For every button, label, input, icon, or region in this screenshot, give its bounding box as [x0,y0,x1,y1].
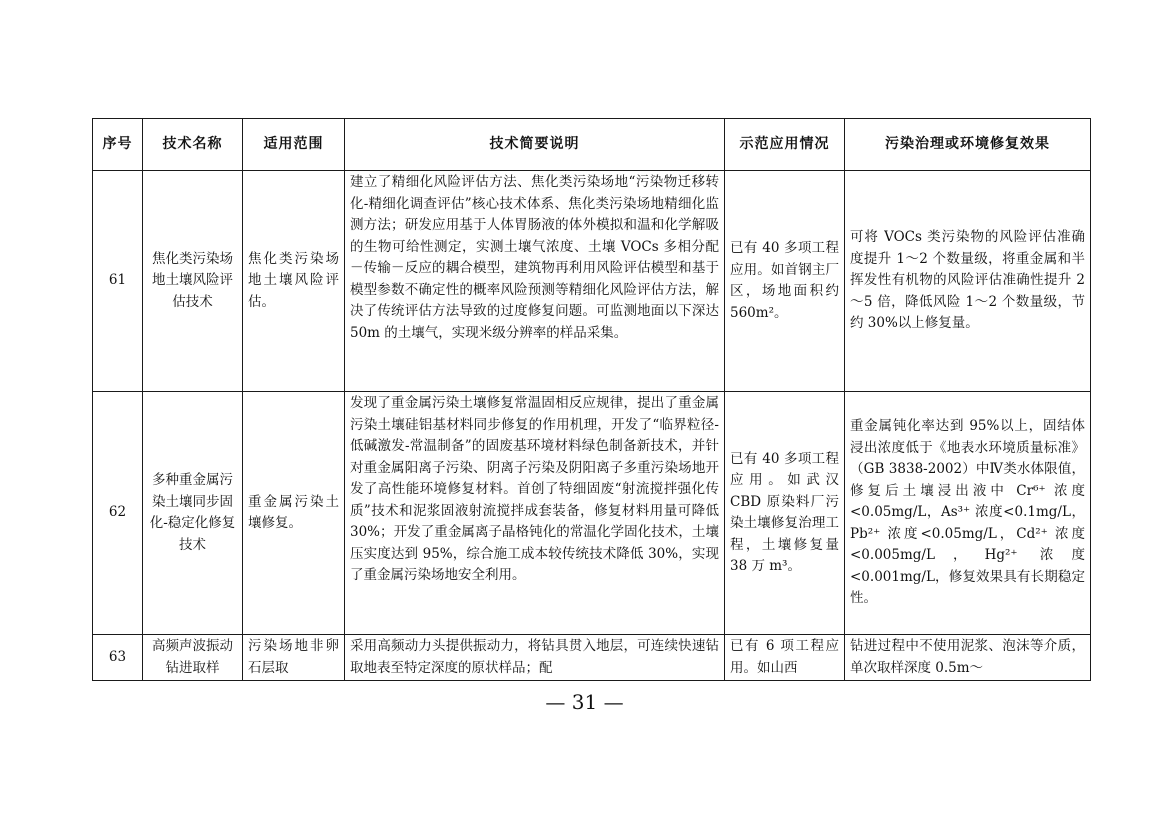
demonstration-application: 已有 6 项工程应用。如山西 [725,635,845,681]
application-scope: 焦化类污染场地土壤风险评估。 [243,171,345,392]
remediation-effect: 重金属钝化率达到 95%以上，固结体浸出浓度低于《地表水环境质量标准》（GB 3838-2002）中Ⅳ类水体限值，修复后土壤浸出液中 Cr⁶⁺ 浓度<0.05mg/L，As³⁺ 浓度<0.1mg/L，Pb²⁺ 浓度<0.05mg/L，Cd²⁺ 浓度<0.005mg/L，Hg²⁺ 浓度<0.001mg/L，修复效果具有长期稳定性。 [845,392,1091,635]
header-scope: 适用范围 [243,119,345,171]
header-name: 技术名称 [143,119,243,171]
page-number: — 31 — [545,690,624,714]
technology-description: 建立了精细化风险评估方法、焦化类污染场地“污染物迁移转化-精细化调查评估”核心技术体系、焦化类污染场地精细化监测方法；研发应用基于人体胃肠液的体外模拟和温和化学解吸的生物可给性测定，实测土壤气浓度、土壤 VOCs 多相分配－传输－反应的耦合模型，建筑物再利用风险评估模型和基于模型参数不确定性的概率风险预测等精细化风险评估方法，解决了传统评估方法导致的过度修复问题。可监测地面以下深达 50m 的土壤气，实现米级分辨率的样品采集。 [345,171,725,392]
technology-name: 多种重金属污染土壤同步固化-稳定化修复技术 [143,392,243,635]
header-demo: 示范应用情况 [725,119,845,171]
application-scope: 污染场地非卵石层取 [243,635,345,681]
header-num: 序号 [93,119,143,171]
technology-name: 焦化类污染场地土壤风险评估技术 [143,171,243,392]
demonstration-application: 已有 40 多项工程应用。如武汉 CBD 原染料厂污染土壤修复治理工程，土壤修复量 38 万 m³。 [725,392,845,635]
application-scope: 重金属污染土壤修复。 [243,392,345,635]
technology-name: 高频声波振动钻进取样 [143,635,243,681]
technology-table [92,118,1091,681]
row-number: 63 [93,635,143,681]
remediation-effect: 钻进过程中不使用泥浆、泡沫等介质，单次取样深度 0.5m～ [845,635,1091,681]
table-row [93,635,1091,681]
technology-description: 采用高频动力头提供振动力，将钻具贯入地层，可连续快速钻取地表至特定深度的原状样品；配 [345,635,725,681]
row-number: 61 [93,171,143,392]
header-effect: 污染治理或环境修复效果 [845,119,1091,171]
remediation-effect: 可将 VOCs 类污染物的风险评估准确度提升 1～2 个数量级，将重金属和半挥发性有机物的风险评估准确性提升 2～5 倍，降低风险 1～2 个数量级，节约 30%以上修复量。 [845,171,1091,392]
table-row [93,171,1091,392]
technology-description: 发现了重金属污染土壤修复常温固相反应规律，提出了重金属污染土壤硅铝基材料同步修复的作用机理，开发了“临界粒径-低碱激发-常温制备”的固废基环境材料绿色制备新技术，并针对重金属阳离子污染、阴离子污染及阴阳离子多重污染场地开发了高性能环境修复材料。首创了特细固废“射流搅拌强化传质”技术和泥浆固液射流搅拌成套装备，修复材料用量可降低 30%；开发了重金属离子晶格钝化的常温化学固化技术，土壤压实度达到 95%，综合施工成本较传统技术降低 30%，实现了重金属污染场地安全利用。 [345,392,725,635]
row-number: 62 [93,392,143,635]
header-desc: 技术简要说明 [345,119,725,171]
demonstration-application: 已有 40 多项工程应用。如首钢主厂区，场地面积约 560m²。 [725,171,845,392]
table-row [93,392,1091,635]
table-header-row [93,119,1091,171]
